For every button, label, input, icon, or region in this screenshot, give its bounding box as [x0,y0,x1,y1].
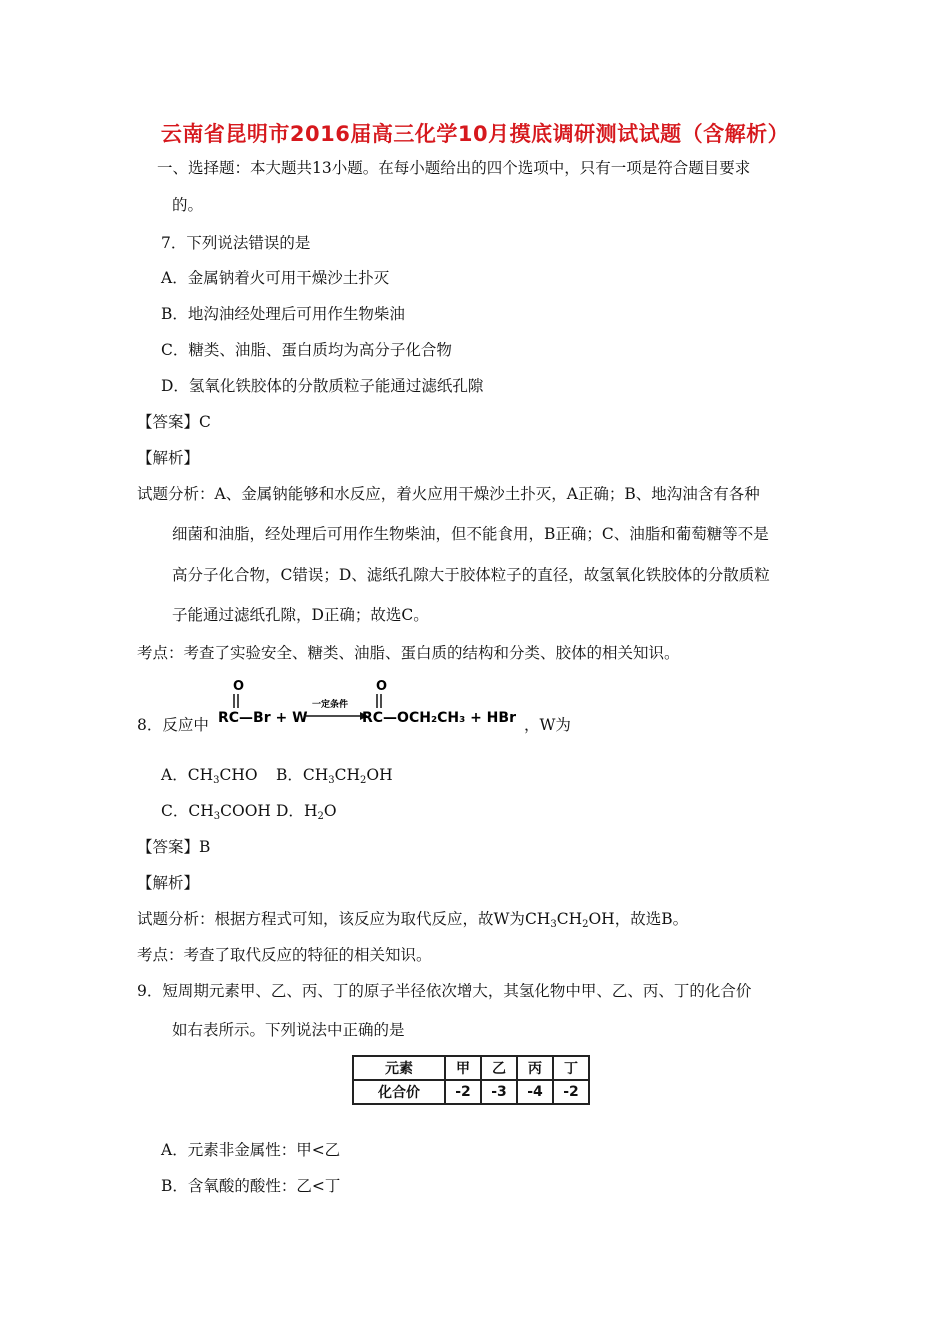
q7-option-d: D．氢氧化铁胶体的分散质粒子能通过滤纸孔隙 [161,377,484,395]
q7-stem: 7．下列说法错误的是 [161,234,311,252]
q7-option-a: A．金属钠着火可用干燥沙土扑灭 [161,269,390,287]
table-row [353,1080,589,1104]
q7-analysis-line-4: 子能通过滤纸孔隙，D正确；故选C。 [172,606,429,624]
section-heading-line-2: 的。 [172,196,204,214]
q8-option-a: A．$CH_3CHO$ [161,766,258,786]
q7-analysis-label: 【解析】 [137,449,200,467]
q8-stem-prefix: 8．反应中 [137,716,209,734]
q8-reaction-equation [212,674,524,732]
reaction-reactants: RC—Br + W [218,710,308,726]
q7-kaodian: 考点：考查了实验安全、糖类、油脂、蛋白质的结构和分类、胶体的相关知识。 [137,644,680,662]
q7-option-c: C．糖类、油脂、蛋白质均为高分子化合物 [161,341,452,359]
q9-stem-line-2: 如右表所示。下列说法中正确的是 [172,1021,405,1039]
table-row [353,1056,589,1080]
table-cell: -2 [553,1080,589,1104]
reaction-condition: 一定条件 [312,700,349,710]
reaction-products: RC—OCH₂CH₃ + HBr [362,710,516,726]
q7-analysis-line-3: 高分子化合物，C错误；D、滤纸孔隙大于胶体粒子的直径，故氢氧化铁胶体的分散质粒 [172,566,770,584]
q9-option-a: A．元素非金属性：甲<乙 [161,1141,341,1159]
reaction-carbonyl-o-right: O [376,679,388,694]
q9-valence-table [352,1055,590,1105]
q9-option-b: B．含氧酸的酸性：乙<丁 [161,1177,341,1195]
table-header-cell: 丙 [517,1056,553,1080]
section-heading-line-1: 一、选择题：本大题共13小题。在每小题给出的四个选项中，只有一项是符合题目要求 [157,159,751,177]
table-cell: -3 [481,1080,517,1104]
q8-option-b: B．$CH_3CH_2OH$ [276,766,393,786]
q8-analysis: 试题分析：根据方程式可知，该反应为取代反应，故W为$CH_3CH_2OH$，故选B。 [137,910,689,930]
q8-answer: 【答案】B [137,838,211,856]
q8-analysis-label: 【解析】 [137,874,200,892]
q7-analysis-line-1: 试题分析：A、金属钠能够和水反应，着火应用干燥沙土扑灭，A正确；B、地沟油含有各种 [137,485,760,503]
reaction-carbonyl-o-left: O [233,679,245,694]
q8-kaodian: 考点：考查了取代反应的特征的相关知识。 [137,946,432,964]
q7-analysis-line-2: 细菌和油脂，经处理后可用作生物柴油，但不能食用，B正确；C、油脂和葡萄糖等不是 [172,525,769,543]
q8-option-d: D．$H_2O$ [276,802,337,822]
table-cell: -2 [445,1080,481,1104]
q7-option-b: B．地沟油经处理后可用作生物柴油 [161,305,405,323]
table-header-cell: 元素 [353,1056,445,1080]
table-row-label: 化合价 [353,1080,445,1104]
q9-stem-line-1: 9．短周期元素甲、乙、丙、丁的原子半径依次增大，其氢化物中甲、乙、丙、丁的化合价 [137,982,752,1000]
q8-stem-suffix: ，W为 [524,716,571,734]
table-header-cell: 甲 [445,1056,481,1080]
q7-answer: 【答案】C [137,413,211,431]
table-header-cell: 乙 [481,1056,517,1080]
q8-option-c: C．$CH_3COOH$ [161,802,271,822]
table-header-cell: 丁 [553,1056,589,1080]
document-title: 云南省昆明市2016届高三化学10月摸底调研测试试题（含解析） [160,122,790,146]
table-cell: -4 [517,1080,553,1104]
